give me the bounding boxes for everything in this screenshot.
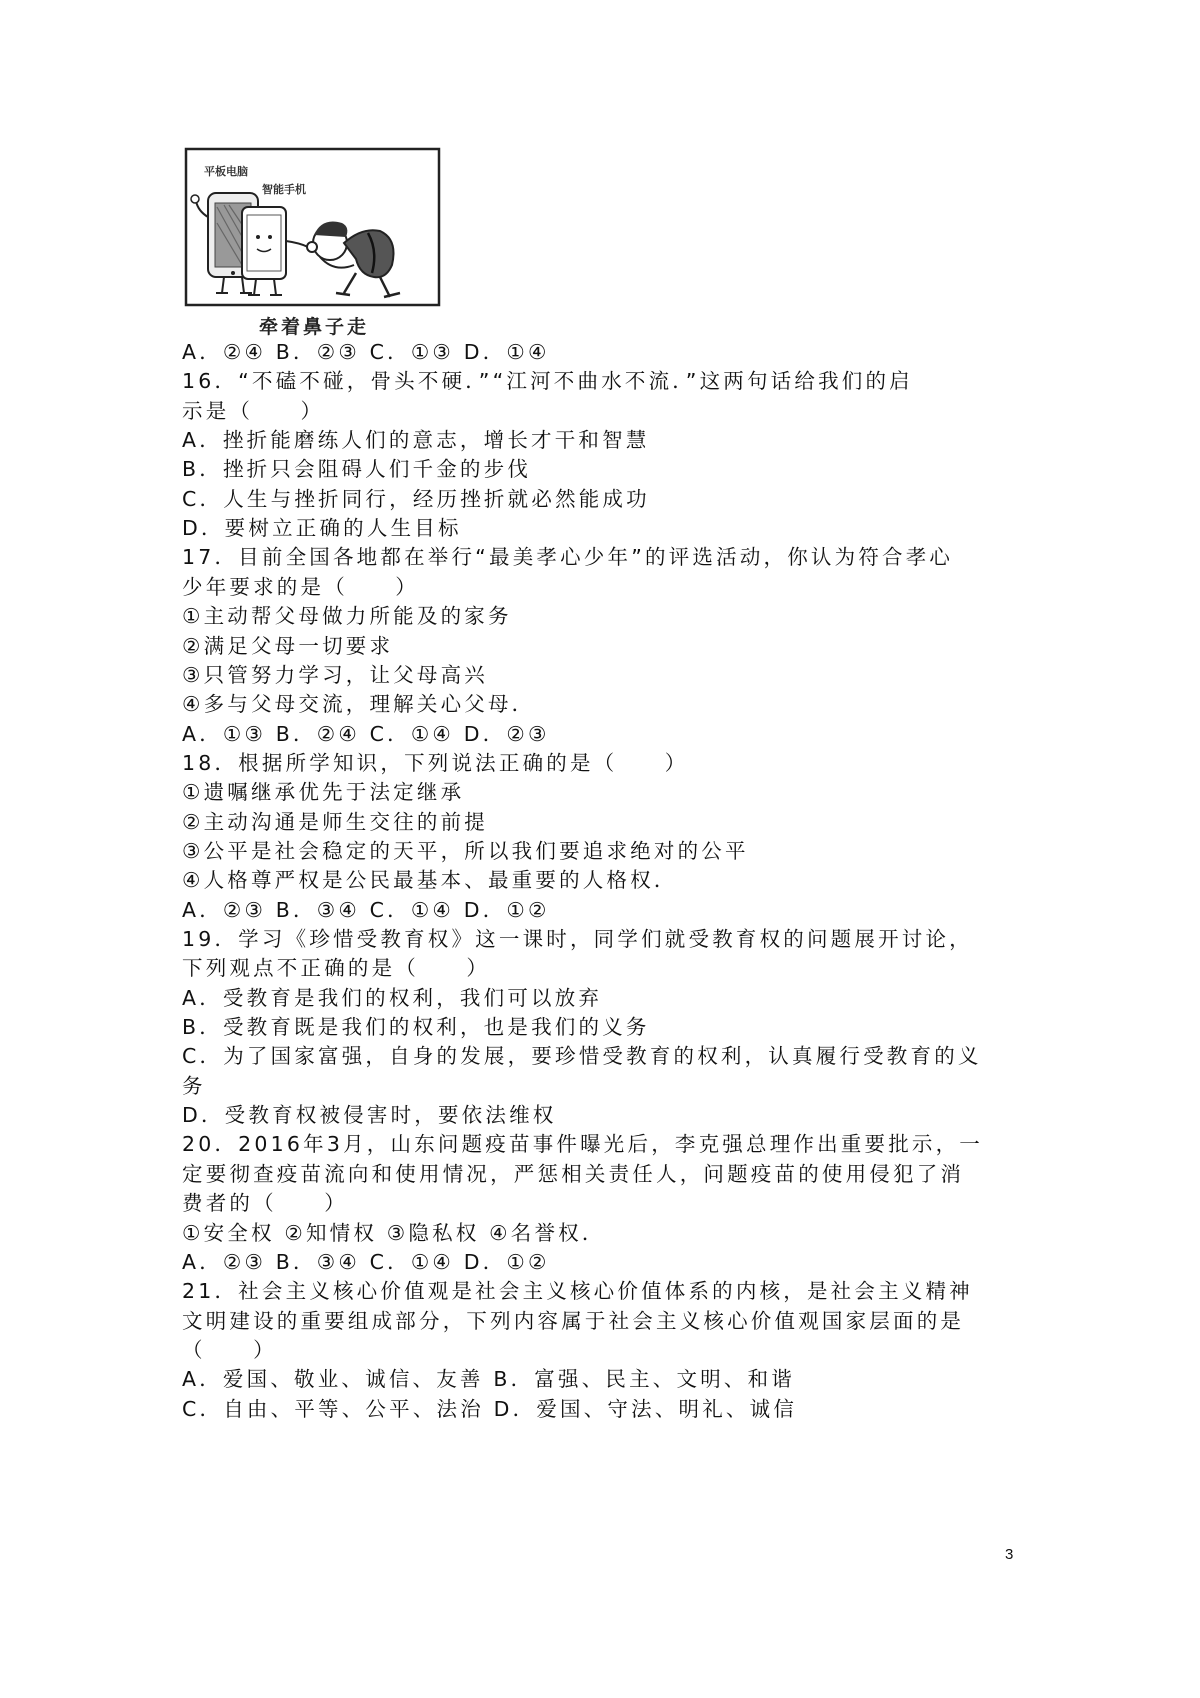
- text-line: 19．学习《珍惜受教育权》这一课时，同学们就受教育权的问题展开讨论，: [182, 927, 973, 951]
- text-line: A．受教育是我们的权利，我们可以放弃: [182, 986, 603, 1010]
- text-line: A．②③ B．③④ C．①④ D．①②: [182, 1250, 550, 1274]
- text-line: B．挫折只会阻碍人们千金的步伐: [182, 457, 532, 481]
- text-line: B．受教育既是我们的权利，也是我们的义务: [182, 1015, 650, 1039]
- text-line: ②主动沟通是师生交往的前提: [182, 810, 488, 834]
- text-line: 少年要求的是（ ）: [182, 575, 419, 599]
- text-line: 示是（ ）: [182, 399, 325, 423]
- text-line: ①主动帮父母做力所能及的家务: [182, 604, 512, 628]
- text-line: D．要树立正确的人生目标: [182, 516, 462, 540]
- text-line: A．①③ B．②④ C．①④ D．②③: [182, 722, 550, 746]
- text-line: 费者的（ ）: [182, 1191, 348, 1215]
- text-line: ②满足父母一切要求: [182, 634, 394, 658]
- text-line: ③公平是社会稳定的天平，所以我们要追求绝对的公平: [182, 839, 749, 863]
- text-line: 17．目前全国各地都在举行“最美孝心少年”的评选活动，你认为符合孝心: [182, 545, 954, 569]
- text-line: ①遗嘱继承优先于法定继承: [182, 780, 465, 804]
- label-phone: 智能手机: [262, 183, 306, 196]
- text-line: C．人生与挫折同行，经历挫折就必然能成功: [182, 487, 650, 511]
- text-line: 下列观点不正确的是（ ）: [182, 956, 491, 980]
- label-tablet: 平板电脑: [204, 165, 248, 178]
- text-line: 定要彻查疫苗流向和使用情况，严惩相关责任人，问题疫苗的使用侵犯了消: [182, 1162, 965, 1186]
- text-line: D．受教育权被侵害时，要依法维权: [182, 1103, 557, 1127]
- text-line: 16．“不磕不碰，骨头不硬．”“江河不曲水不流．”这两句话给我们的启: [182, 369, 913, 393]
- text-line: ①安全权 ②知情权 ③隐私权 ④名誉权．: [182, 1221, 606, 1245]
- text-line: A．②④ B．②③ C．①③ D．①④: [182, 340, 550, 364]
- text-line: ③只管努力学习，让父母高兴: [182, 663, 488, 687]
- text-line: C．自由、平等、公平、法治 D．爱国、守法、明礼、诚信: [182, 1397, 798, 1421]
- text-line: ④人格尊严权是公民最基本、最重要的人格权．: [182, 868, 678, 892]
- text-line: ④多与父母交流，理解关心父母．: [182, 692, 536, 716]
- text-line: 文明建设的重要组成部分，下列内容属于社会主义核心价值观国家层面的是: [182, 1309, 965, 1333]
- page-number: 3: [1005, 1546, 1014, 1563]
- text-line: （ ）: [182, 1338, 277, 1362]
- text-line: 21．社会主义核心价值观是社会主义核心价值体系的内核，是社会主义精神: [182, 1279, 973, 1303]
- text-line: A．爱国、敬业、诚信、友善 B．富强、民主、文明、和谐: [182, 1367, 796, 1391]
- text-line: 18．根据所学知识，下列说法正确的是（ ）: [182, 751, 689, 775]
- text-line: A．挫折能磨练人们的意志，增长才干和智慧: [182, 428, 650, 452]
- text-line: C．为了国家富强，自身的发展，要珍惜受教育的权利，认真履行受教育的义: [182, 1044, 982, 1068]
- text-line: 20．2016年3月，山东问题疫苗事件曝光后，李克强总理作出重要批示，一: [182, 1132, 983, 1156]
- cartoon-caption: 牵着鼻子走: [258, 316, 369, 338]
- text-line: A．②③ B．③④ C．①④ D．①②: [182, 898, 550, 922]
- text-line: 务: [182, 1074, 206, 1098]
